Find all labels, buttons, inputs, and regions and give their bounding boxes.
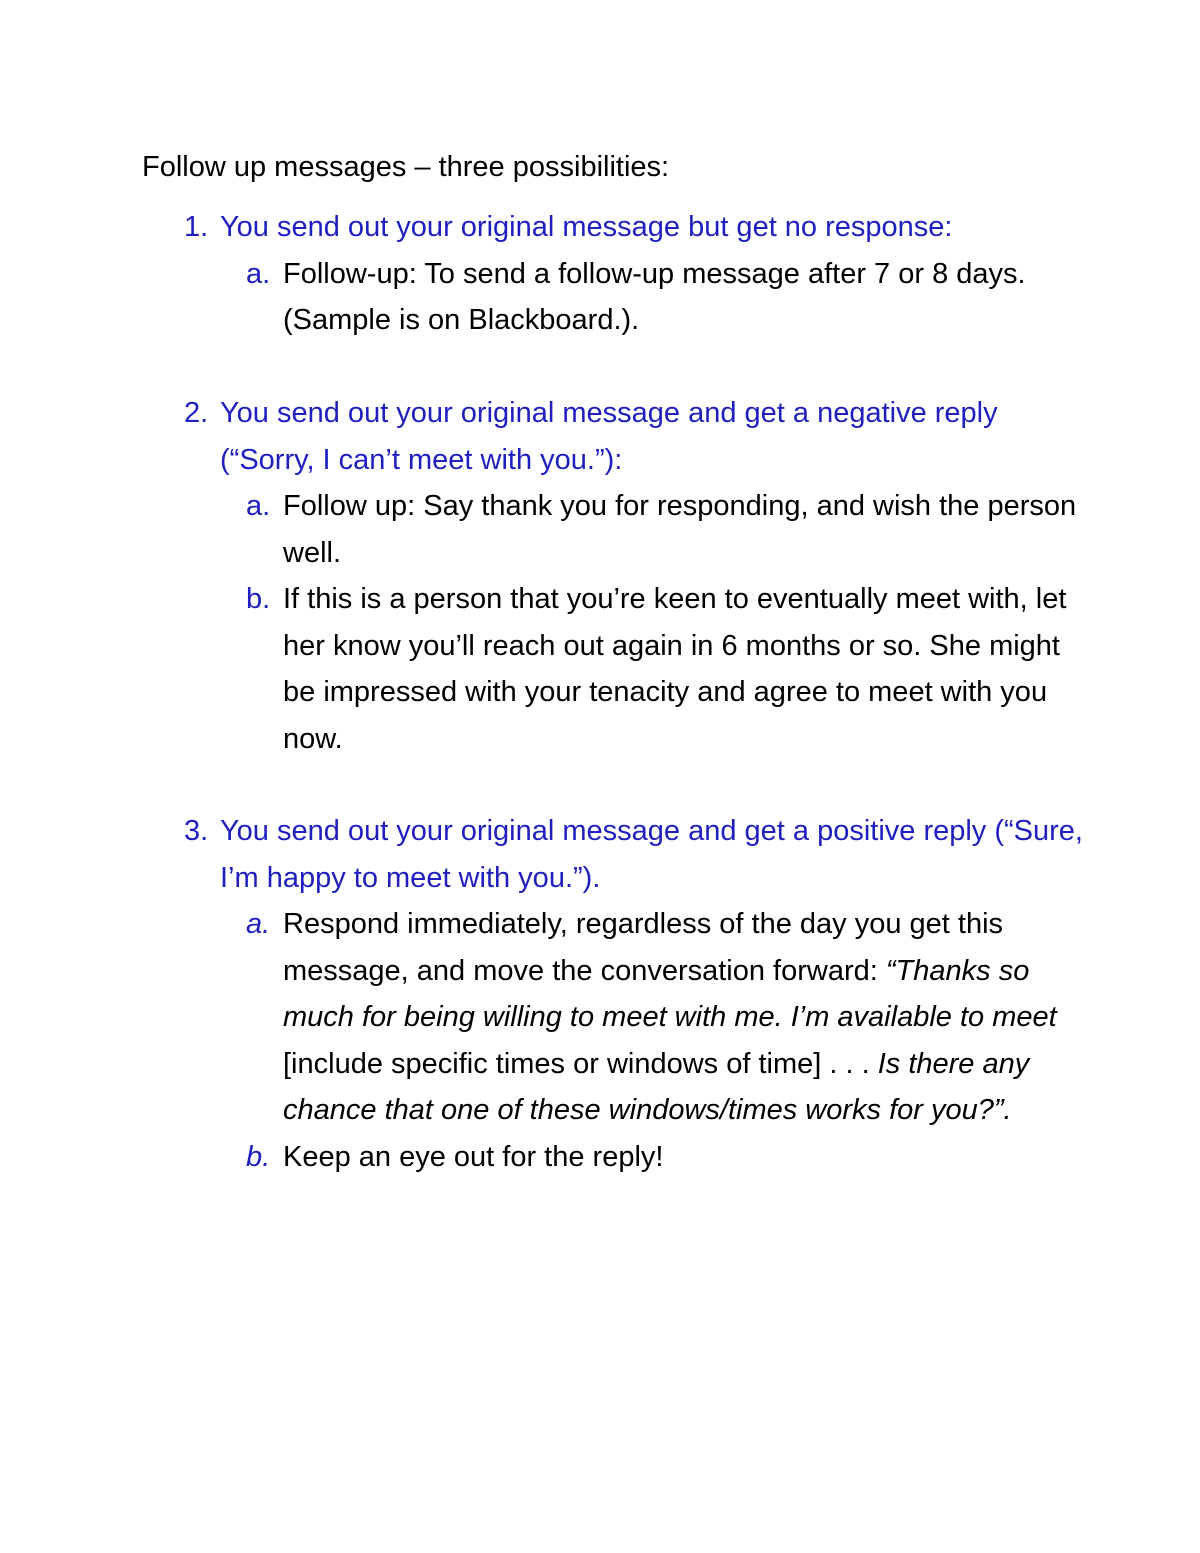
- list-item-title: [184, 390, 1084, 483]
- sub-letter: a.: [246, 490, 271, 522]
- sub-letter: a.: [246, 908, 271, 940]
- list-item-title: [184, 808, 1084, 901]
- sub-list: [246, 251, 1084, 344]
- sub-item: [246, 251, 1084, 344]
- list-item-title-text: You send out your original message and get a negative reply (“Sorry, I can’t meet with you.”):: [220, 397, 998, 476]
- list-item-3: [184, 808, 1084, 1180]
- list-number: 2.: [184, 397, 209, 429]
- sub-list: [246, 483, 1084, 762]
- sub-item: [246, 576, 1084, 762]
- sub-letter: b.: [246, 583, 271, 615]
- sub-item: [246, 1134, 1084, 1181]
- list-item-1: [184, 204, 1084, 344]
- sub-item: [246, 901, 1084, 1134]
- sample-quote-part1: “Thanks so much for being willing to meet with me. I’m available to meet: [283, 954, 1057, 1033]
- sub-item-text: Keep an eye out for the reply!: [283, 1140, 664, 1173]
- list-item-title-text: You send out your original message but get no response:: [220, 211, 953, 243]
- sub-item: [246, 483, 1084, 576]
- sub-letter: a.: [246, 257, 271, 290]
- sample-bracket-note: [include specific times or windows of time] . . .: [283, 1047, 878, 1080]
- list-number: 1.: [184, 211, 209, 243]
- sample-quote-part2: Is there any chance that one of these windows/times works for you?”.: [283, 1047, 1030, 1126]
- list-item-title-text: You send out your original message and get a positive reply (“Sure, I’m happy to meet with you.”).: [220, 815, 1083, 894]
- sub-list: [246, 901, 1084, 1180]
- sub-letter: b.: [246, 1140, 271, 1173]
- list-number: 3.: [184, 815, 209, 847]
- page-heading: Follow up messages – three possibilities:: [142, 151, 670, 183]
- sub-item-text: Follow up: Say thank you for responding, and wish the person well.: [283, 490, 1077, 569]
- list-item-2: [184, 390, 1084, 762]
- list-item-title: [184, 204, 1084, 251]
- sub-item-text: Respond immediately, regardless of the day you get this message, and move the conversation forward:: [283, 908, 1004, 987]
- sub-item-text: If this is a person that you’re keen to eventually meet with, let her know you’ll reach out again in 6 months or so. She might be impressed with your tenacity and agree to meet with you now.: [283, 583, 1067, 755]
- sub-item-text: Follow-up: To send a follow-up message after 7 or 8 days. (Sample is on Blackboard.).: [283, 257, 1026, 336]
